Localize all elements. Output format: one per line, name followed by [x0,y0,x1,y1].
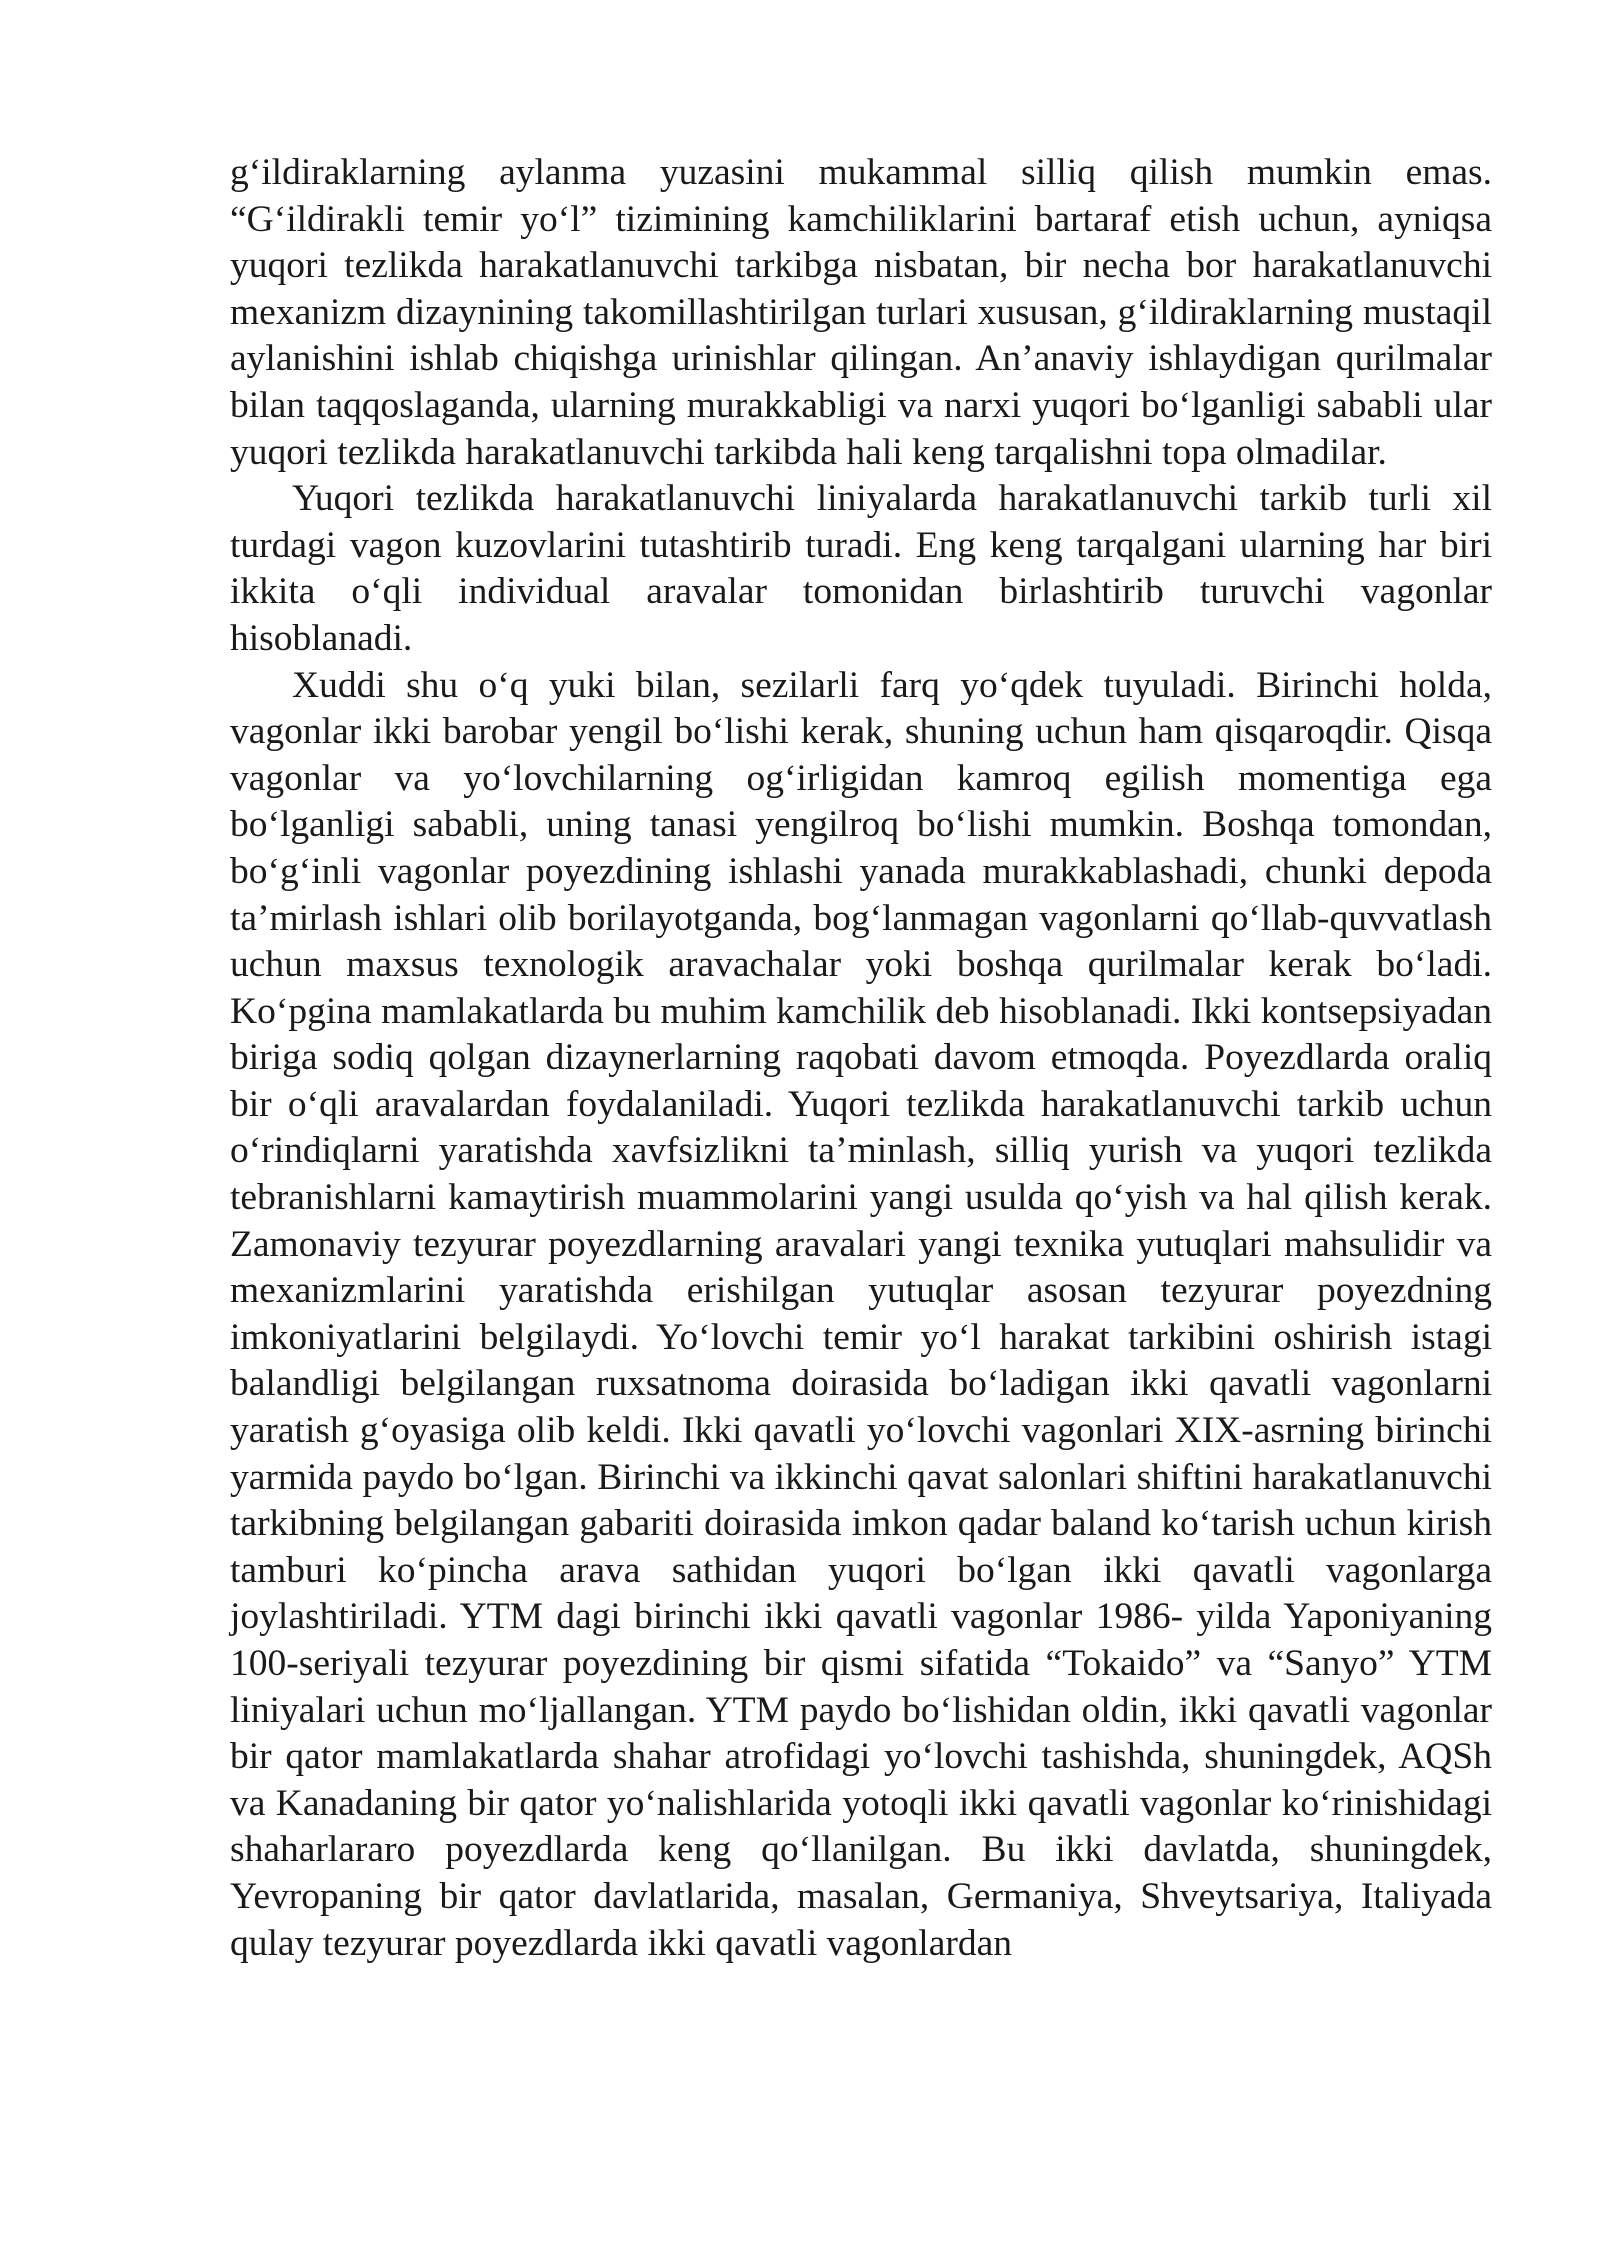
paragraph-2: Yuqori tezlikda harakatlanuvchi liniyalarda harakatlanuvchi tarkib turli xil turdagi vagon kuzovlarini tutashtirib turadi. Eng keng tarqalgani ularning har biri ikkita o‘qli individual aravalar tomonidan birlashtirib turuvchi vagonlar hisoblanadi. [230,478,1492,659]
paragraph-3: Xuddi shu o‘q yuki bilan, sezilarli farq yo‘qdek tuyuladi. Birinchi holda, vagonlar ikki barobar yengil bo‘lishi kerak, shuning uchun ham qisqaroqdir. Qisqa vagonlar va yo‘lovchilarning og‘irligidan kamroq egilish momentiga ega bo‘lganligi sababli, uning tanasi yengilroq bo‘lishi mumkin. Boshqa tomondan, bo‘g‘inli vagonlar poyezdining ishlashi yanada murakkablashadi, chunki depoda ta’mirlash ishlari olib borilayotganda, bog‘lanmagan vagonlarni qo‘llab-quvvatlash uchun maxsus texnologik aravachalar yoki boshqa qurilmalar kerak bo‘ladi. Ko‘pgina mamlakatlarda bu muhim kamchilik deb hisoblanadi. Ikki kontsepsiyadan biriga sodiq qolgan dizaynerlarning raqobati davom etmoqda. Poyezdlarda oraliq bir o‘qli aravalardan foydalaniladi. Yuqori tezlikda harakatlanuvchi tarkib uchun o‘rindiqlarni yaratishda xavfsizlikni ta’minlash, silliq yurish va yuqori tezlikda tebranishlarni kamaytirish muammolarini yangi usulda qo‘yish va hal qilish kerak. Zamonaviy tezyurar poyezdlarning aravalari yangi texnika yutuqlari mahsulidir va mexanizmlarini yaratishda erishilgan yutuqlar asosan tezyurar poyezdning imkoniyatlarini belgilaydi. Yo‘lovchi temir yo‘l harakat tarkibini oshirish istagi balandligi belgilangan ruxsatnoma doirasida bo‘ladigan ikki qavatli vagonlarni yaratish g‘oyasiga olib keldi. Ikki qavatli yo‘lovchi vagonlari XIX-asrning birinchi yarmida paydo bo‘lgan. Birinchi va ikkinchi qavat salonlari shiftini harakatlanuvchi tarkibning belgilangan gabariti doirasida imkon qadar baland ko‘tarish uchun kirish tamburi ko‘pincha arava sathidan yuqori bo‘lgan ikki qavatli vagonlarga joylashtiriladi. YTM dagi birinchi ikki qavatli vagonlar 1986- yilda Yaponiyaning 100-seriyali tezyurar poyezdining bir qismi sifatida “Tokaido” va “Sanyo” YTM liniyalari uchun mo‘ljallangan. YTM paydo bo‘lishidan oldin, ikki qavatli vagonlar bir qator mamlakatlarda shahar atrofidagi yo‘lovchi tashishda, shuningdek, AQSh va Kanadaning bir qator yo‘nalishlarida yotoqli ikki qavatli vagonlar ko‘rinishidagi shaharlararo poyezdlarda keng qo‘llanilgan. Bu ikki davlatda, shuningdek, Yevropaning bir qator davlatlarida, masalan, Germaniya, Shveytsariya, Italiyada qulay tezyurar poyezdlarda ikki qavatli vagonlardan [230,664,1492,1964]
document-page [230,150,1492,1967]
paragraph-1: g‘ildiraklarning aylanma yuzasini mukammal silliq qilish mumkin emas. “G‘ildirakli temir yo‘l” tizimining kamchiliklarini bartaraf etish uchun, ayniqsa yuqori tezlikda harakatlanuvchi tarkibga nisbatan, bir necha bor harakatlanuvchi mexanizm dizaynining takomillashtirilgan turlari xususan, g‘ildiraklarning mustaqil aylanishini ishlab chiqishga urinishlar qilingan. An’anaviy ishlaydigan qurilmalar bilan taqqoslaganda, ularning murakkabligi va narxi yuqori bo‘lganligi sababli ular yuqori tezlikda harakatlanuvchi tarkibda hali keng tarqalishni topa olmadilar. [230,152,1492,473]
